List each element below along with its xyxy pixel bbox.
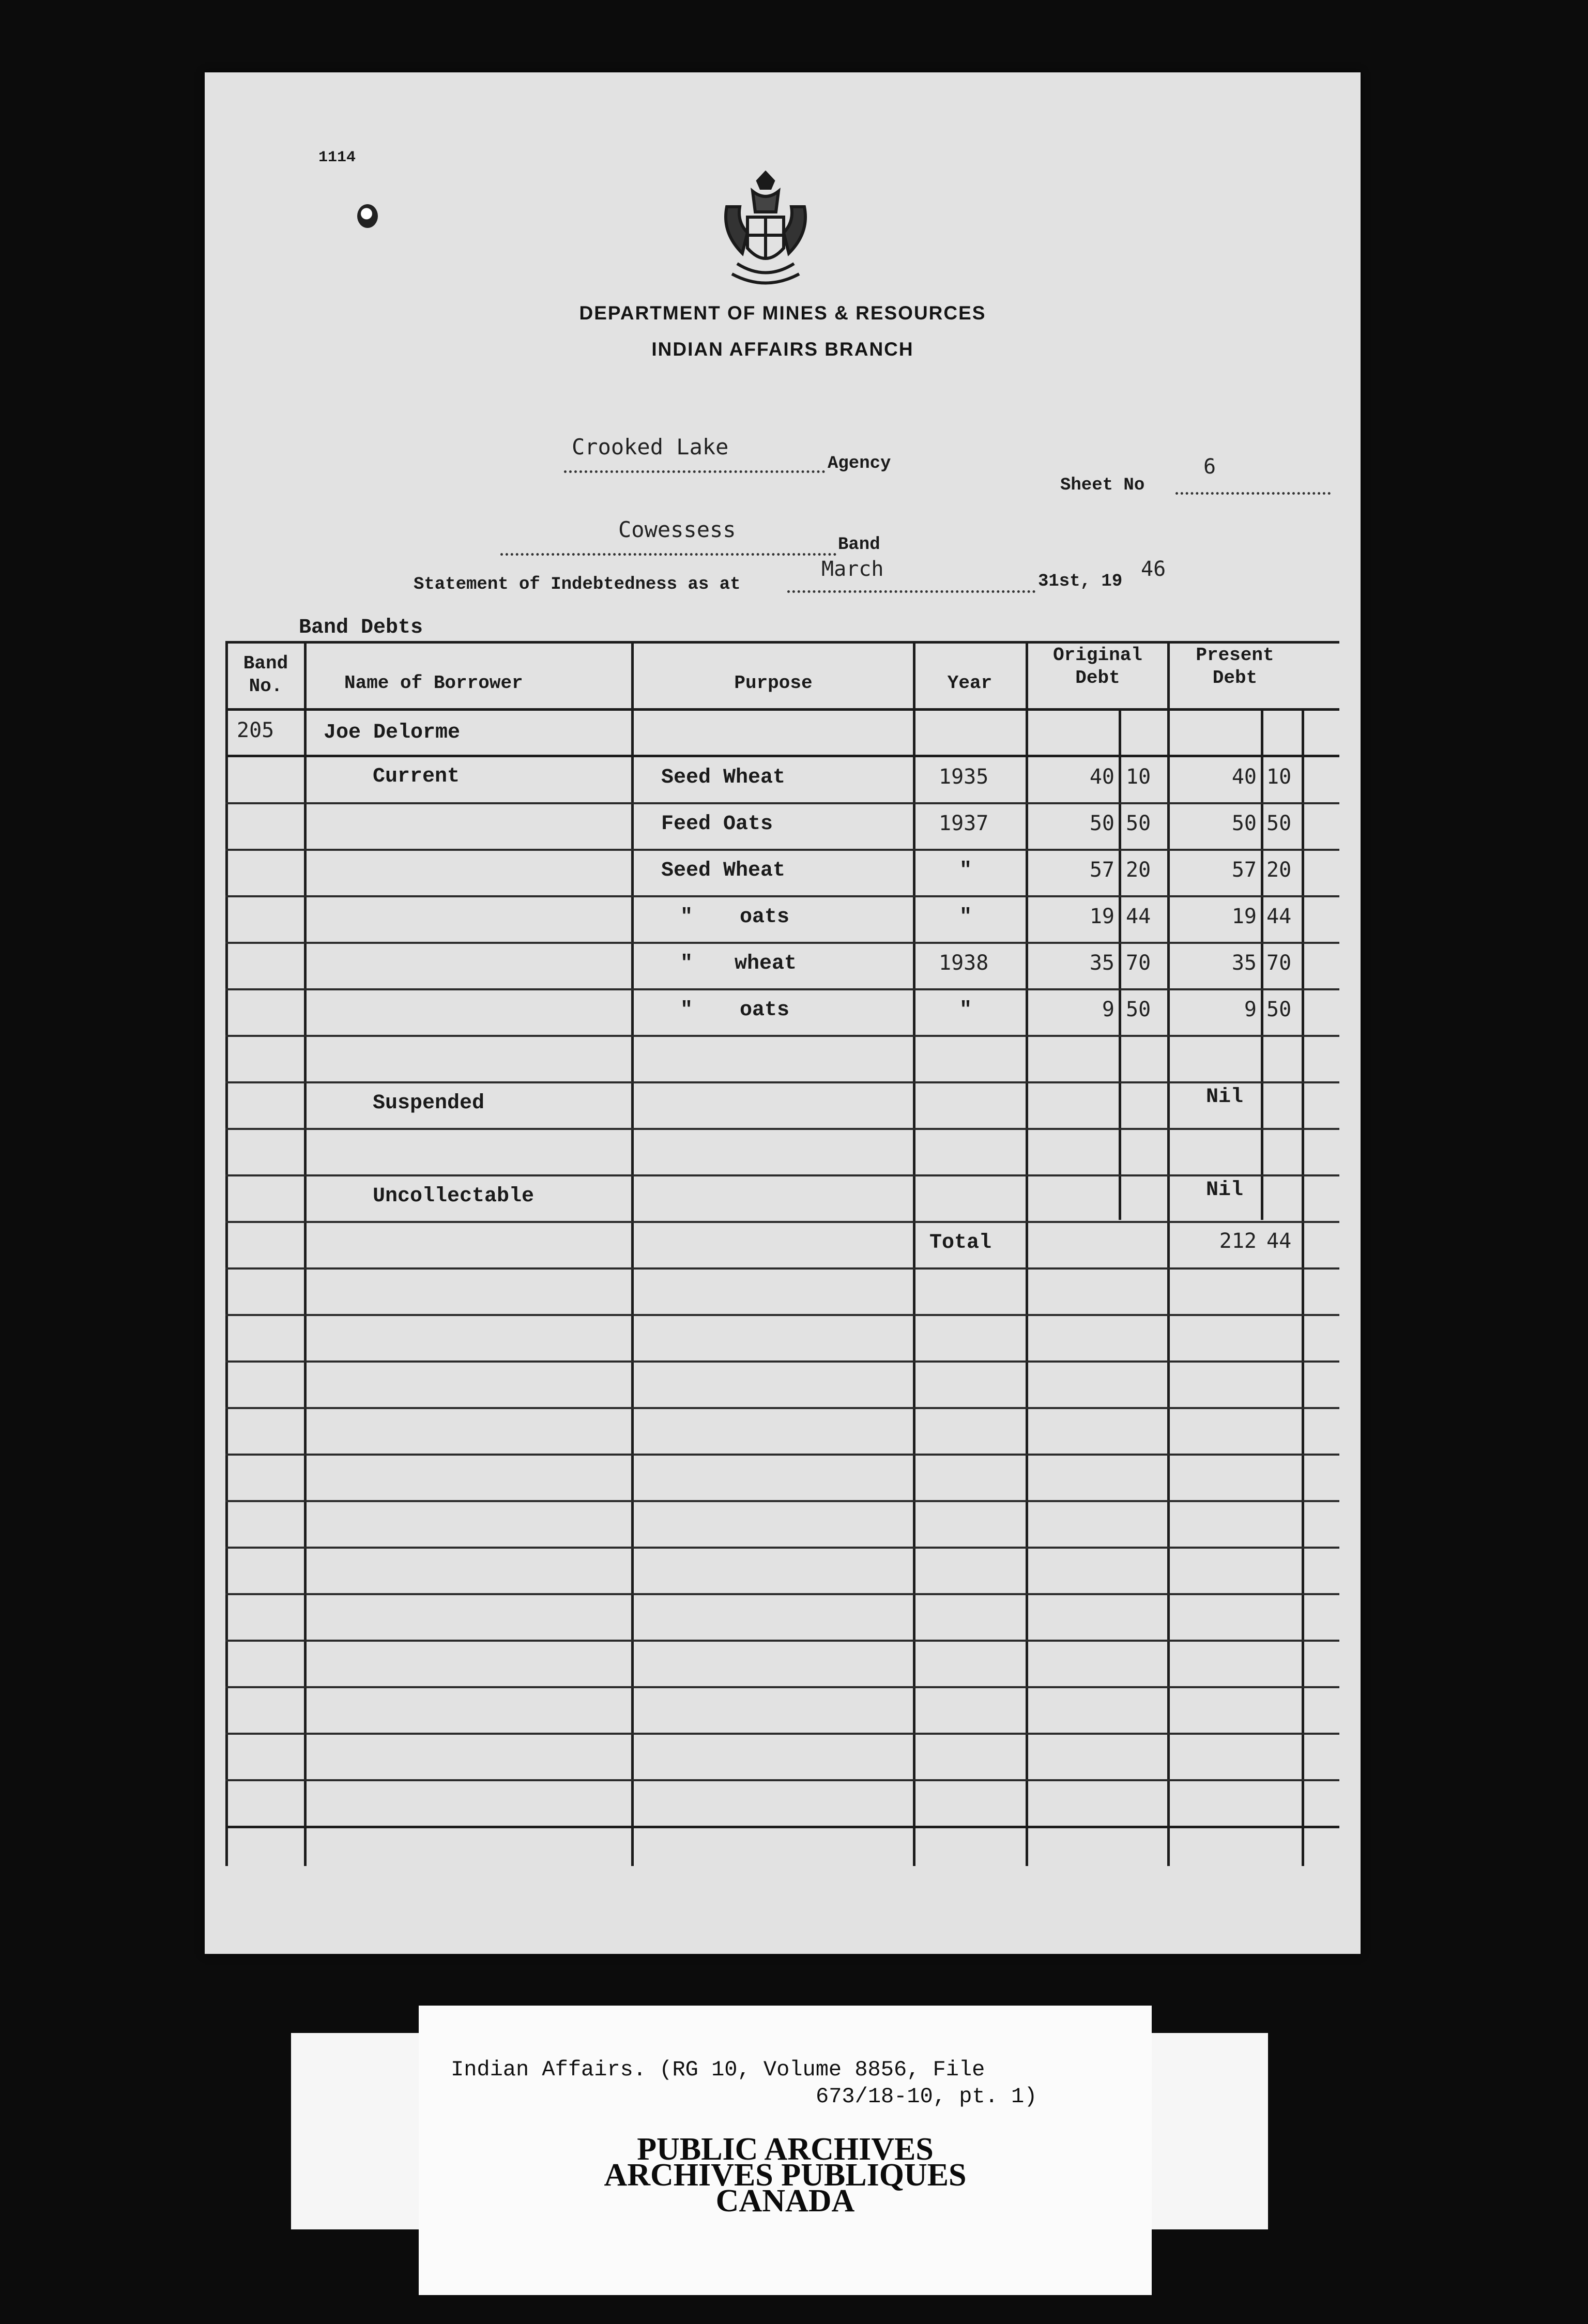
row-purpose-ditto: " — [680, 952, 693, 975]
row-year: 1935 — [939, 765, 989, 789]
table-rule-original-cents — [1119, 708, 1121, 1220]
row-purpose: Feed Oats — [661, 813, 773, 836]
archive-stamp-line1: PUBLIC ARCHIVES — [637, 2132, 934, 2167]
band-label: Band — [838, 535, 880, 555]
uncollectable-label: Uncollectable — [373, 1185, 535, 1208]
ledger-sheet — [205, 72, 1361, 1954]
row-rule — [225, 1035, 1339, 1037]
row-year-ditto: " — [959, 859, 972, 882]
header-present-debt: Present Debt — [1196, 645, 1274, 689]
row-rule — [225, 1454, 1339, 1456]
row-rule — [225, 895, 1339, 897]
statement-dotted-line — [787, 590, 1035, 593]
row-original-dollars: 50 — [1089, 812, 1114, 835]
row-purpose-ditto: " — [680, 999, 693, 1022]
row-original-cents: 10 — [1126, 765, 1151, 789]
table-rule-right — [1302, 708, 1304, 1866]
row-rule — [225, 1547, 1339, 1549]
suspended-value: Nil — [1206, 1085, 1244, 1109]
row-purpose: wheat — [735, 952, 797, 975]
row-rule — [225, 942, 1339, 944]
row-purpose: oats — [740, 906, 790, 929]
uncollectable-value: Nil — [1206, 1179, 1244, 1202]
row-year-ditto: " — [959, 906, 972, 929]
row-rule — [225, 1593, 1339, 1595]
row-rule — [225, 1267, 1339, 1270]
row-original-cents: 50 — [1126, 998, 1151, 1021]
archive-stamp-line2: ARCHIVES PUBLIQUES — [604, 2158, 967, 2193]
row-original-dollars: 40 — [1089, 765, 1114, 789]
row-original-dollars: 35 — [1089, 951, 1114, 975]
archive-reference-line1: Indian Affairs. (RG 10, Volume 8856, File — [451, 2057, 985, 2082]
sheet-number-dotted-line — [1175, 492, 1331, 495]
status-current: Current — [373, 765, 460, 788]
band-value: Cowessess — [618, 517, 736, 542]
row-year-ditto: " — [959, 999, 972, 1022]
archive-reference-line2: 673/18-10, pt. 1) — [816, 2084, 1037, 2109]
row-year: 1937 — [939, 812, 989, 835]
table-rule-header — [225, 708, 1339, 711]
header-original-debt: Original Debt — [1053, 645, 1142, 689]
row-present-cents: 20 — [1266, 858, 1292, 882]
suspended-label: Suspended — [373, 1092, 485, 1115]
table-rule-original — [1167, 641, 1170, 1866]
total-dollars: 212 — [1219, 1229, 1257, 1253]
row-purpose: Seed Wheat — [661, 859, 786, 882]
row-rule — [225, 1314, 1339, 1316]
table-rule-year — [1026, 641, 1028, 1866]
band-dotted-line — [500, 553, 836, 556]
row-present-cents: 44 — [1266, 905, 1292, 928]
table-rule-borrower — [631, 641, 634, 1866]
row-present-cents: 70 — [1266, 951, 1292, 975]
row-rule — [225, 1686, 1339, 1688]
row-present-cents: 10 — [1266, 765, 1292, 789]
agency-value: Crooked Lake — [572, 434, 729, 460]
table-rule-top — [225, 641, 1339, 644]
statement-day: 31st, 19 — [1038, 572, 1123, 591]
archive-stamp-line3: CANADA — [715, 2183, 855, 2219]
row-year: 1938 — [939, 951, 989, 975]
punch-hole — [357, 204, 378, 228]
row-rule — [225, 1174, 1339, 1176]
file-number: 1114 — [318, 149, 356, 166]
borrower-name: Joe Delorme — [324, 721, 461, 744]
row-rule — [225, 1221, 1339, 1223]
row-present-dollars: 57 — [1231, 858, 1257, 882]
table-rule-purpose — [913, 641, 915, 1866]
row-purpose-ditto: " — [680, 906, 693, 929]
branch-heading: INDIAN AFFAIRS BRANCH — [651, 339, 914, 360]
row-rule — [225, 1779, 1339, 1781]
header-band-no: Band No. — [243, 653, 288, 697]
statement-month: March — [821, 557, 884, 581]
row-original-dollars: 9 — [1102, 998, 1114, 1021]
statement-year: 46 — [1141, 557, 1166, 581]
row-present-dollars: 35 — [1231, 951, 1257, 975]
sheet-number-value: 6 — [1203, 455, 1216, 479]
row-rule — [225, 1500, 1339, 1502]
row-purpose: oats — [740, 999, 790, 1022]
row-rule — [225, 1407, 1339, 1409]
debt-ledger-table — [225, 641, 1339, 1866]
archive-label — [419, 2006, 1152, 2295]
row-rule — [225, 1360, 1339, 1363]
row-present-dollars: 19 — [1231, 905, 1257, 928]
section-title: Band Debts — [299, 616, 423, 639]
row-original-dollars: 57 — [1089, 858, 1114, 882]
row-rule — [225, 1128, 1339, 1130]
row-rule — [225, 988, 1339, 990]
table-rule-left — [225, 641, 228, 1866]
band-number: 205 — [237, 718, 274, 742]
row-rule — [225, 1733, 1339, 1735]
row-rule — [225, 1081, 1339, 1083]
total-cents: 44 — [1266, 1229, 1292, 1253]
sheet-number-label: Sheet No — [1060, 476, 1145, 495]
row-original-dollars: 19 — [1089, 905, 1114, 928]
header-borrower: Name of Borrower — [344, 672, 523, 694]
row-present-dollars: 50 — [1231, 812, 1257, 835]
row-rule — [225, 802, 1339, 804]
row-present-cents: 50 — [1266, 998, 1292, 1021]
agency-label: Agency — [828, 454, 891, 473]
row-rule — [225, 755, 1339, 757]
row-rule — [225, 849, 1339, 851]
agency-dotted-line — [564, 470, 825, 473]
row-original-cents: 20 — [1126, 858, 1151, 882]
row-present-cents: 50 — [1266, 812, 1292, 835]
row-present-dollars: 9 — [1244, 998, 1257, 1021]
row-original-cents: 50 — [1126, 812, 1151, 835]
table-rule-band — [304, 641, 307, 1866]
row-original-cents: 44 — [1126, 905, 1151, 928]
coat-of-arms-seal — [716, 171, 815, 289]
row-rule — [225, 1640, 1339, 1642]
row-purpose: Seed Wheat — [661, 766, 786, 789]
table-rule-bottom — [225, 1826, 1339, 1828]
header-purpose: Purpose — [734, 672, 813, 694]
row-present-dollars: 40 — [1231, 765, 1257, 789]
table-rule-present-cents — [1261, 708, 1263, 1220]
statement-label: Statement of Indebtedness as at — [414, 575, 741, 594]
row-original-cents: 70 — [1126, 951, 1151, 975]
header-year: Year — [947, 672, 993, 694]
total-label: Total — [929, 1231, 992, 1255]
department-heading: DEPARTMENT OF MINES & RESOURCES — [579, 302, 986, 324]
